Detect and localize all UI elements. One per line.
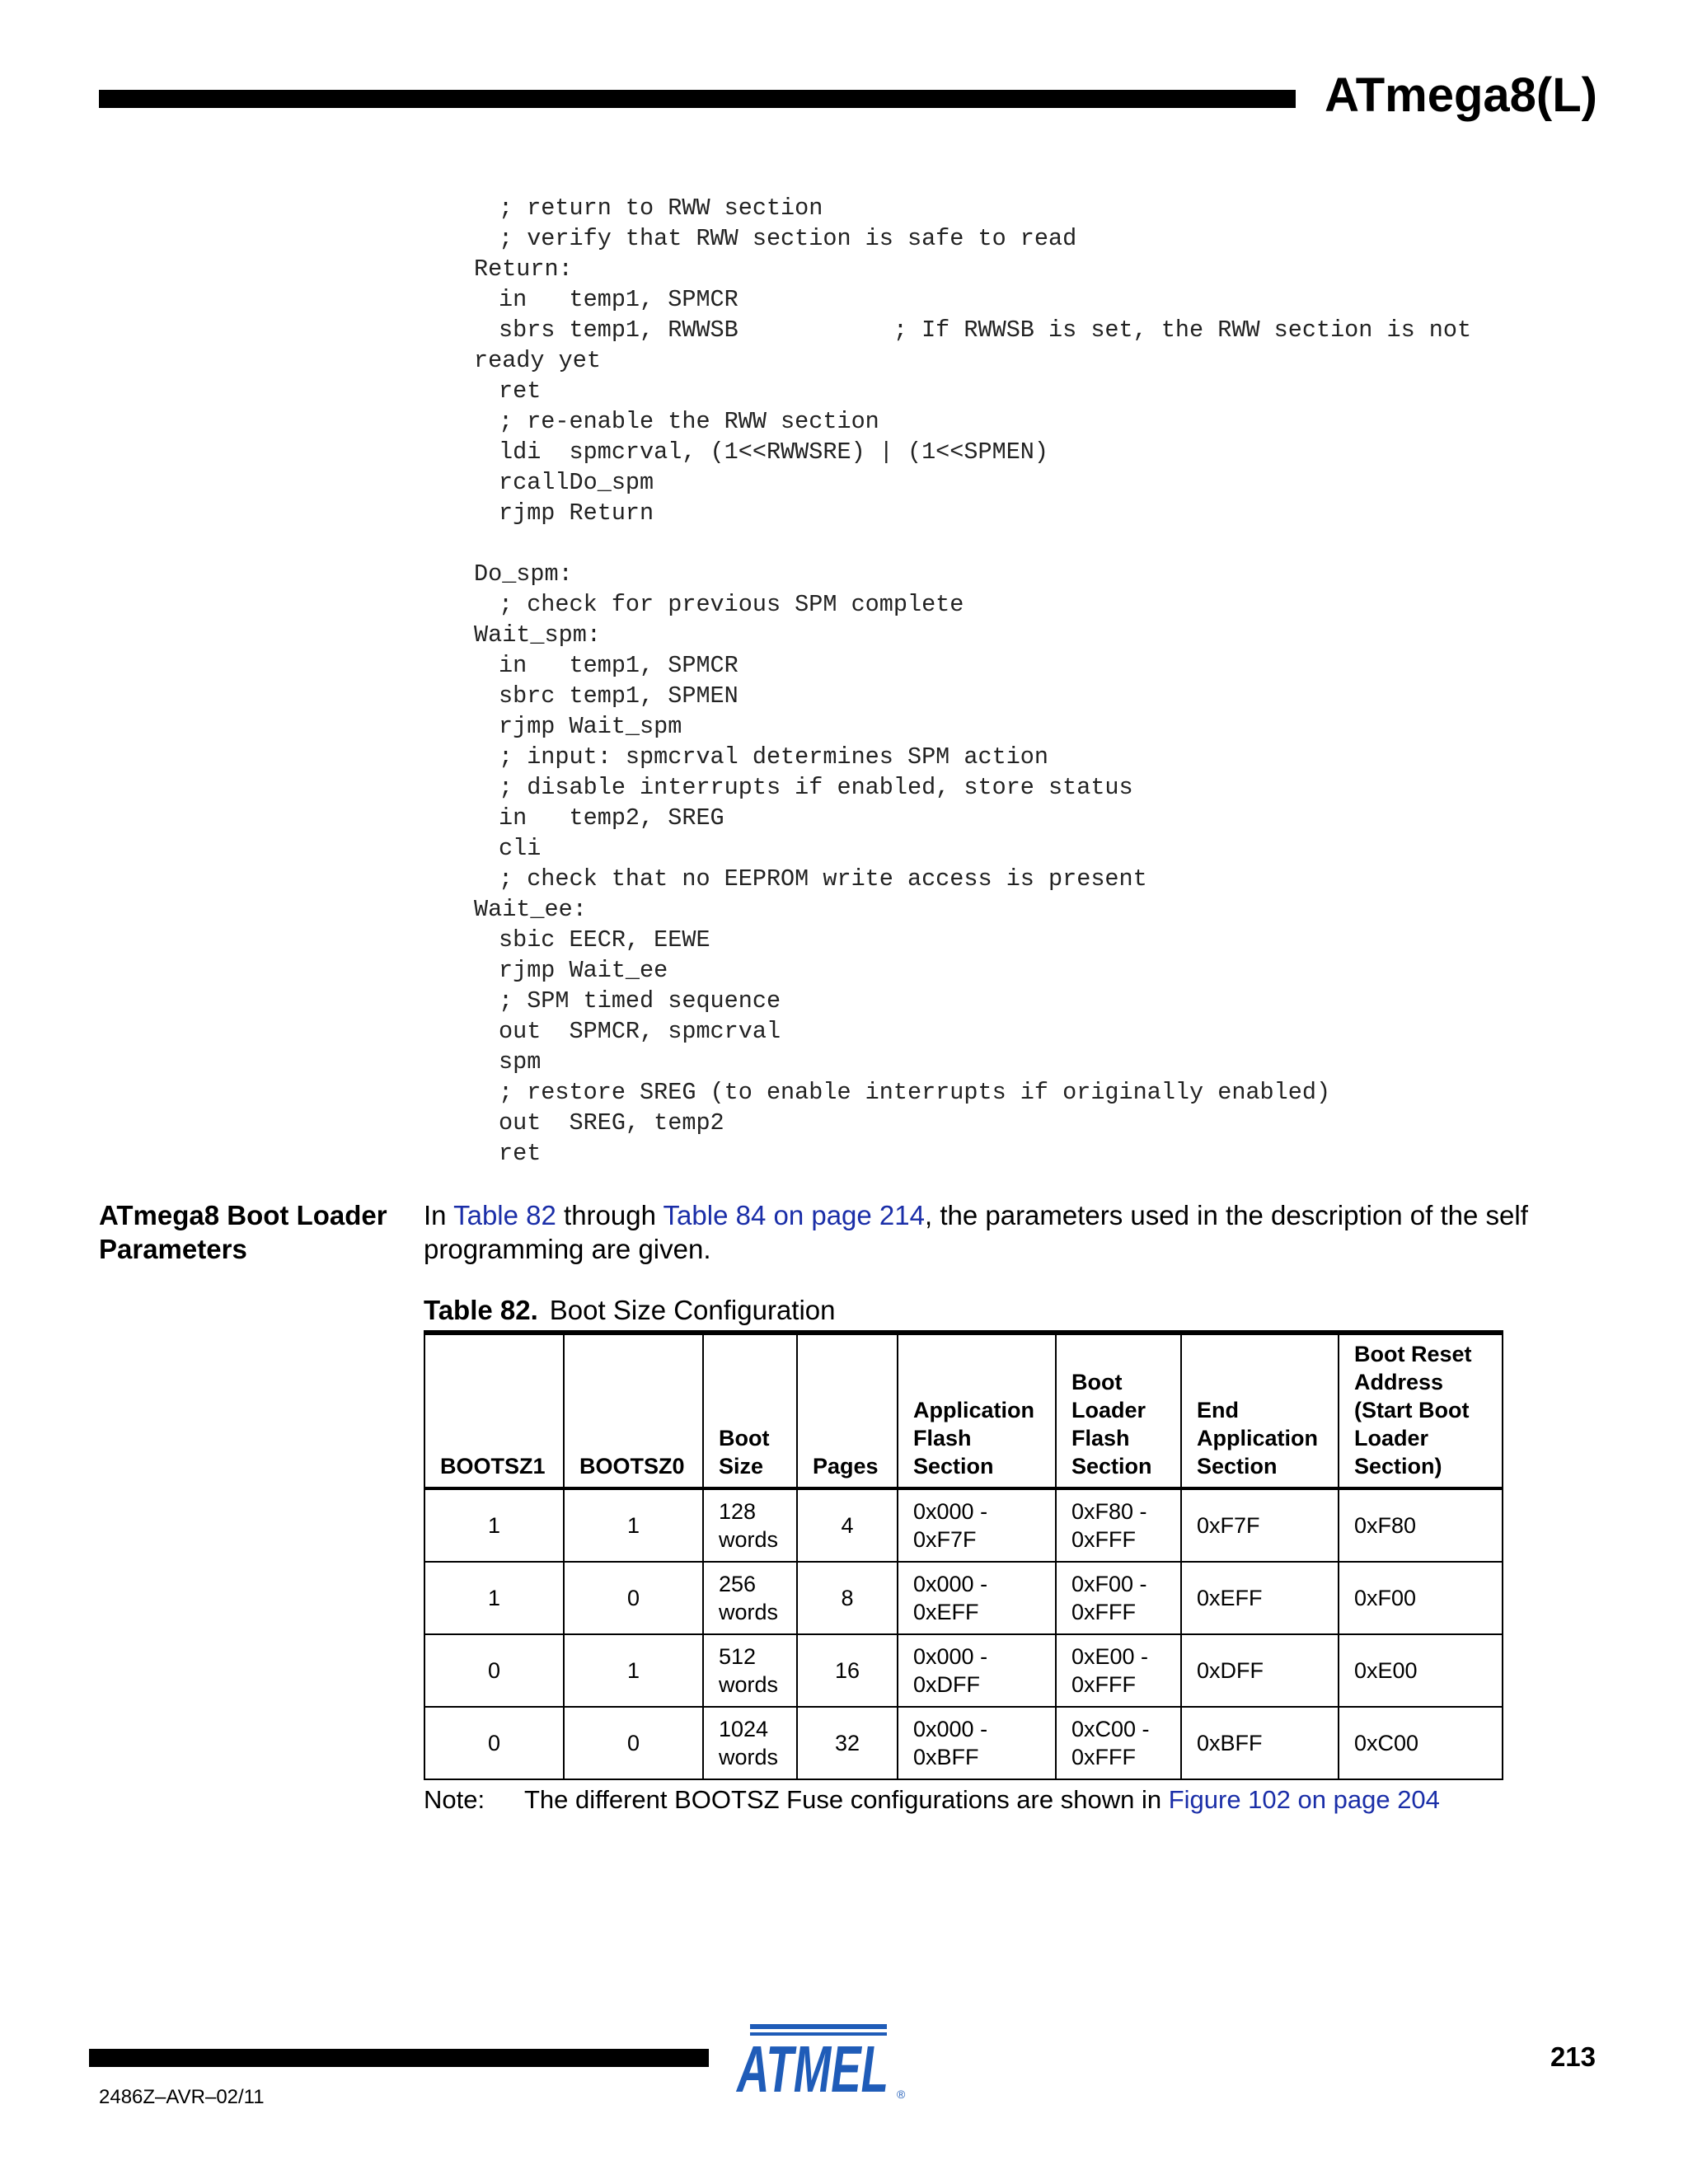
table-cell: 0xF80 <box>1339 1488 1503 1562</box>
table-cell: 0 <box>564 1707 703 1779</box>
table-cell: 4 <box>797 1488 898 1562</box>
code-line: sbrc temp1, SPMEN <box>499 682 738 710</box>
table-caption-label: Table 82. <box>424 1295 538 1325</box>
code-line: cli <box>499 835 542 862</box>
column-header: End Application Section <box>1181 1333 1339 1488</box>
code-line: ret <box>499 377 542 405</box>
code-line: sbrs temp1, RWWSB ; If RWWSB is set, the RWW section is not <box>499 316 1472 344</box>
code-line: rjmp Wait_ee <box>499 957 668 984</box>
table-cell: 8 <box>797 1562 898 1634</box>
code-line: in temp1, SPMCR <box>499 286 738 313</box>
atmel-logo-icon <box>729 2019 908 2102</box>
table-cell: 1 <box>424 1562 564 1634</box>
column-header: Application Flash Section <box>898 1333 1056 1488</box>
table-row <box>424 1634 1503 1707</box>
boot-size-table <box>424 1330 1503 1780</box>
column-header: BOOTSZ0 <box>564 1333 703 1488</box>
column-header: Pages <box>797 1333 898 1488</box>
intro-text: through <box>556 1200 663 1230</box>
header-rule <box>99 90 1296 108</box>
document-code: 2486Z–AVR–02/11 <box>99 2086 265 2108</box>
code-line: ; return to RWW section <box>499 194 823 222</box>
table-cell: 0x000 - 0xEFF <box>898 1562 1056 1634</box>
code-line: rjmp Wait_spm <box>499 713 682 740</box>
column-header: Boot Reset Address (Start Boot Loader Section) <box>1339 1333 1503 1488</box>
table-cell: 0xC00 - 0xFFF <box>1056 1707 1181 1779</box>
code-line: Wait_spm: <box>474 621 601 649</box>
table-row <box>424 1562 1503 1634</box>
code-line <box>474 528 1471 559</box>
intro-text: , the parameters used in the description of the self programming are given. <box>424 1200 1528 1264</box>
table-cell: 0x000 - 0xDFF <box>898 1634 1056 1707</box>
column-header: Boot Loader Flash Section <box>1056 1333 1181 1488</box>
table-cell: 1024 words <box>703 1707 797 1779</box>
table-row <box>424 1707 1503 1779</box>
table-cell: 0 <box>424 1707 564 1779</box>
table-cell: 0 <box>424 1634 564 1707</box>
registered-mark: ® <box>897 2088 906 2101</box>
table-cell: 256 words <box>703 1562 797 1634</box>
code-line: ; verify that RWW section is safe to read <box>499 225 1077 252</box>
table-caption-title: Boot Size Configuration <box>549 1295 836 1325</box>
table-cell: 0xF00 <box>1339 1562 1503 1634</box>
table-cell: 0xF80 - 0xFFF <box>1056 1488 1181 1562</box>
table-note <box>424 1783 1440 1816</box>
table-cell: 0xF7F <box>1181 1488 1339 1562</box>
table-cell: 0xC00 <box>1339 1707 1503 1779</box>
table-cell: 128 words <box>703 1488 797 1562</box>
code-line: Wait_ee: <box>474 896 587 923</box>
code-line: spm <box>499 1048 542 1076</box>
table-cell: 0xF00 - 0xFFF <box>1056 1562 1181 1634</box>
code-line: in temp1, SPMCR <box>499 652 738 679</box>
link-table-84[interactable]: Table 84 on page 214 <box>663 1200 925 1230</box>
code-line: rcallDo_spm <box>499 469 654 496</box>
table-cell: 0xDFF <box>1181 1634 1339 1707</box>
table-caption <box>424 1294 836 1327</box>
document-title: ATmega8(L) <box>1325 68 1597 122</box>
table-cell: 1 <box>564 1488 703 1562</box>
link-figure-102[interactable]: Figure 102 on page 204 <box>1168 1785 1440 1814</box>
column-header: BOOTSZ1 <box>424 1333 564 1488</box>
footer-rule <box>89 2049 709 2067</box>
intro-text: In <box>424 1200 454 1230</box>
table-cell: 0xEFF <box>1181 1562 1339 1634</box>
code-line: ; SPM timed sequence <box>499 987 781 1015</box>
table-cell: 0xE00 <box>1339 1634 1503 1707</box>
link-table-82[interactable]: Table 82 <box>453 1200 556 1230</box>
code-line: ; disable interrupts if enabled, store status <box>499 774 1133 801</box>
code-line: sbic EECR, EEWE <box>499 926 710 954</box>
code-line: rjmp Return <box>499 499 654 527</box>
table-cell: 1 <box>424 1488 564 1562</box>
table-cell: 32 <box>797 1707 898 1779</box>
table-cell: 16 <box>797 1634 898 1707</box>
code-line: out SPMCR, spmcrval <box>499 1018 781 1045</box>
code-line: ; check that no EEPROM write access is present <box>499 865 1147 893</box>
code-line: ready yet <box>474 347 601 374</box>
section-heading: ATmega8 Boot Loader Parameters <box>99 1200 387 1264</box>
table-cell: 1 <box>564 1634 703 1707</box>
table-cell: 0 <box>564 1562 703 1634</box>
section-intro <box>424 1198 1602 1266</box>
code-line: ldi spmcrval, (1<<RWWSRE) | (1<<SPMEN) <box>499 438 1049 466</box>
note-text: The different BOOTSZ Fuse configurations are shown in <box>524 1785 1169 1814</box>
code-line: ; re-enable the RWW section <box>499 408 879 435</box>
code-line: ; check for previous SPM complete <box>499 591 964 618</box>
code-line: ; restore SREG (to enable interrupts if originally enabled) <box>499 1079 1331 1106</box>
table-cell: 512 words <box>703 1634 797 1707</box>
column-header: Boot Size <box>703 1333 797 1488</box>
code-line: ; input: spmcrval determines SPM action <box>499 743 1049 771</box>
page-number: 213 <box>1550 2041 1596 2072</box>
code-line: Return: <box>474 255 573 283</box>
table-cell: 0xE00 - 0xFFF <box>1056 1634 1181 1707</box>
boot-size-table-wrapper <box>424 1330 1502 1780</box>
table-cell: 0x000 - 0xBFF <box>898 1707 1056 1779</box>
table-row <box>424 1488 1503 1562</box>
table-cell: 0xBFF <box>1181 1707 1339 1779</box>
note-label: Note: <box>424 1785 485 1814</box>
code-line: ret <box>499 1140 542 1167</box>
table-cell: 0x000 - 0xF7F <box>898 1488 1056 1562</box>
code-line: Do_spm: <box>474 560 573 588</box>
table-header-row <box>424 1333 1503 1488</box>
logo-wordmark: ATMEL <box>735 2032 889 2102</box>
code-line: out SREG, temp2 <box>499 1109 724 1137</box>
code-line: in temp2, SREG <box>499 804 724 832</box>
code-listing <box>474 193 1471 1169</box>
